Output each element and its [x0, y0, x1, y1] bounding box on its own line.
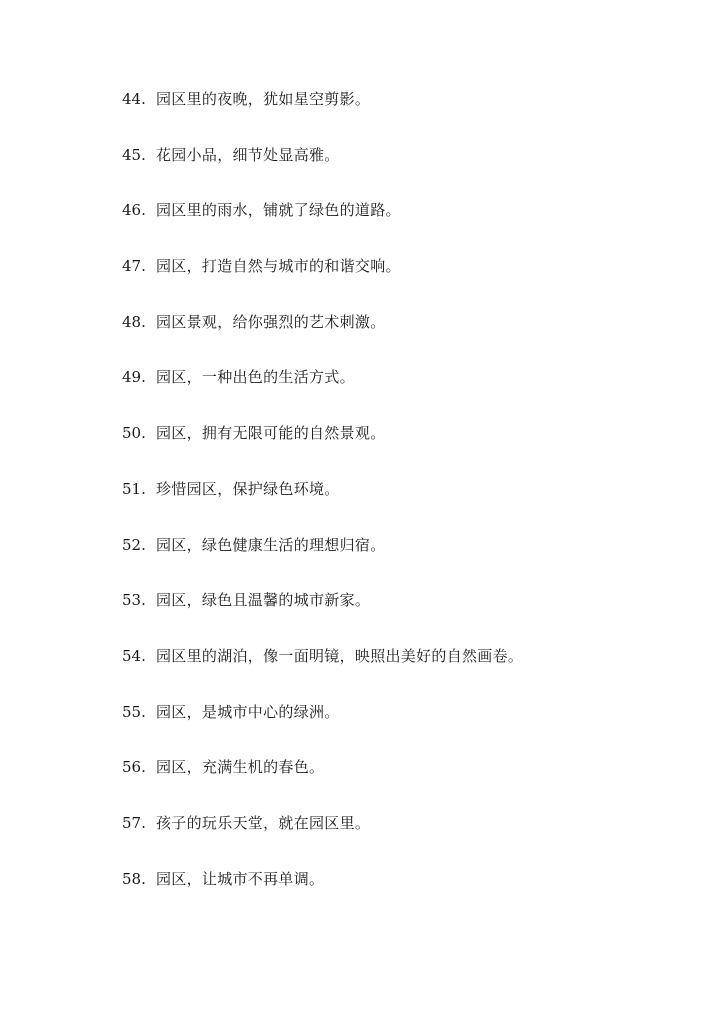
item-text: 园区，打造自然与城市的和谐交响。: [156, 257, 401, 276]
item-text: 园区里的湖泊，像一面明镜，映照出美好的自然画卷。: [156, 646, 524, 665]
item-text: 园区景观，给你强烈的艺术刺激。: [156, 312, 386, 331]
item-number: 53.: [122, 591, 146, 610]
list-item: [122, 142, 523, 198]
list-item: [122, 866, 523, 922]
item-text: 花园小品，细节处显高雅。: [156, 145, 340, 164]
list-item: [122, 754, 523, 810]
item-number: 54.: [122, 646, 146, 665]
list-item: [122, 364, 523, 420]
list-item: [122, 197, 523, 253]
item-text: 园区，让城市不再单调。: [156, 869, 325, 888]
item-number: 57.: [122, 813, 146, 832]
item-number: 52.: [122, 535, 146, 554]
item-text: 园区，是城市中心的绿洲。: [156, 702, 340, 721]
item-text: 孩子的玩乐天堂，就在园区里。: [156, 813, 371, 832]
list-item: [122, 532, 523, 588]
item-text: 园区，一种出色的生活方式。: [156, 368, 355, 387]
slogan-list: [122, 86, 523, 921]
list-item: [122, 699, 523, 755]
list-item: [122, 420, 523, 476]
item-number: 55.: [122, 702, 146, 721]
list-item: [122, 643, 523, 699]
item-number: 58.: [122, 869, 146, 888]
list-item: [122, 476, 523, 532]
list-item: [122, 86, 523, 142]
list-item: [122, 253, 523, 309]
item-number: 49.: [122, 368, 146, 387]
item-text: 珍惜园区，保护绿色环境。: [156, 479, 340, 498]
list-item: [122, 309, 523, 365]
item-number: 50.: [122, 424, 146, 443]
item-number: 48.: [122, 312, 146, 331]
item-number: 46.: [122, 201, 146, 220]
item-text: 园区，充满生机的春色。: [156, 758, 325, 777]
item-text: 园区，拥有无限可能的自然景观。: [156, 424, 386, 443]
item-text: 园区里的夜晚，犹如星空剪影。: [156, 90, 371, 108]
item-text: 园区，绿色且温馨的城市新家。: [156, 591, 371, 610]
item-number: 51.: [122, 479, 146, 498]
item-number: 44.: [122, 90, 146, 108]
list-item: [122, 810, 523, 866]
item-text: 园区，绿色健康生活的理想归宿。: [156, 535, 386, 554]
list-item: [122, 587, 523, 643]
item-number: 47.: [122, 257, 146, 276]
item-text: 园区里的雨水，铺就了绿色的道路。: [156, 201, 401, 220]
item-number: 56.: [122, 758, 146, 777]
item-number: 45.: [122, 145, 146, 164]
